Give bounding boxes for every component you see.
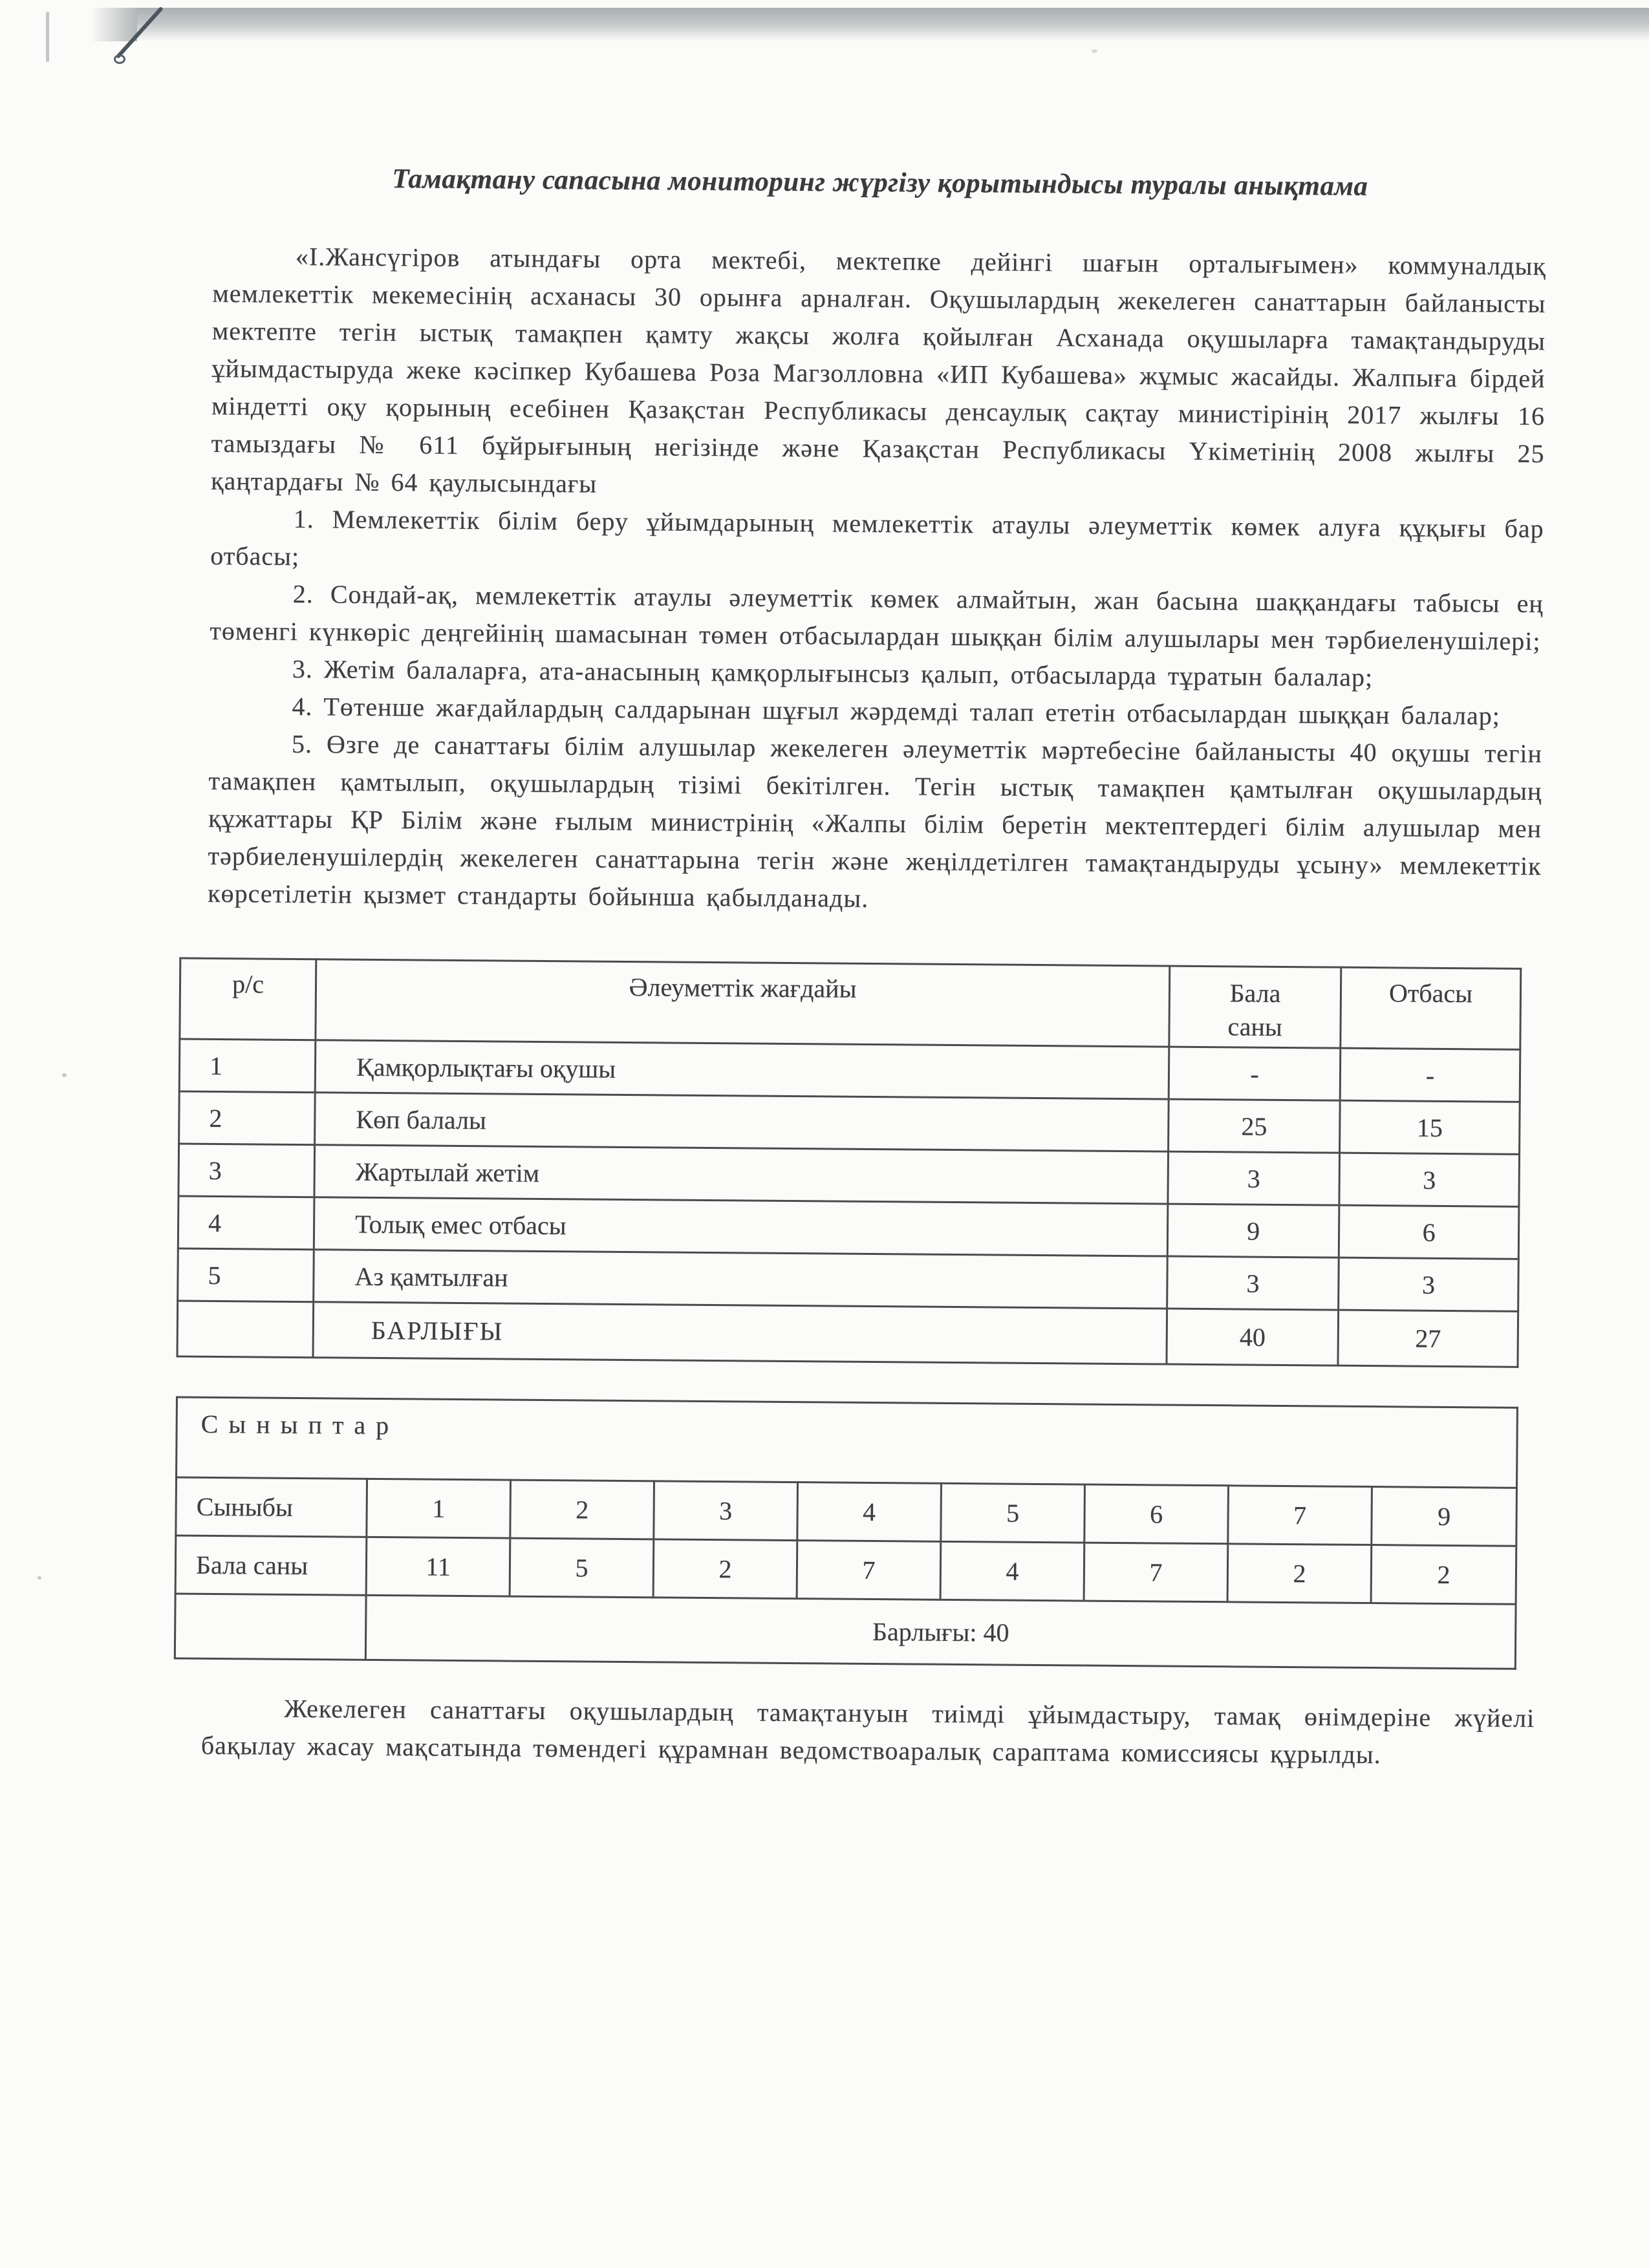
header-cell-category: Әлеуметтік жағдайы (316, 959, 1170, 1047)
intro-paragraph: «І.Жансүгіров атындағы орта мектебі, мектепке дейінгі шағын орталығымен» коммуналдық мемлекеттік мекемесінің асханасы 30 орынға арналған. Оқушылардың жекелеген санаттарын байланысты мектепте тегін ыстық тамақпен қамту жақсы жолға қойылған Асханада оқушыларға тамақтандыруды ұйымдастыруда жеке кәсіпкер Кубашева Роза Магзолловна «ИП Кубашева» жұмыс жасайды. Жалпыға бірдей міндетті оқу қорының есебінен Қазақстан Республикасы денсаулық сақтау министірінің 2017 жылғы 16 тамыздағы № 611 бұйрығының негізінде және Қазақстан Республикасы Үкіметінің 2008 жылғы 25 қаңтардағы № 64 қаулысындағы (210, 241, 1547, 498)
pen-mark-hook (114, 54, 125, 64)
scan-artifact-band-fade (91, 8, 137, 41)
table-header-row (180, 958, 1521, 1049)
row-category-cell: Көп балалы (315, 1093, 1169, 1151)
count-cell: 2 (1227, 1544, 1372, 1603)
row-category-cell: Аз қамтылған (314, 1250, 1168, 1309)
row-category-cell: Жартылай жетім (314, 1145, 1169, 1204)
row-families-cell: 15 (1340, 1100, 1520, 1154)
list-item-3: 3. Жетім балаларға, ата-анасының қамқорлығынсыз қалып, отбасыларда тұратын балалар; (292, 654, 1374, 692)
class-row-label: Сыныбы (176, 1477, 367, 1537)
social-status-table (177, 957, 1522, 1368)
header-cell-number: р/с (180, 958, 316, 1040)
row-category-cell: Қамқорлықтағы оқушы (315, 1040, 1169, 1099)
count-cell: 2 (1371, 1545, 1516, 1605)
count-cell: 7 (797, 1541, 941, 1600)
header-cell-children: Бала саны (1169, 966, 1341, 1048)
table-total-row (177, 1301, 1518, 1367)
scan-speck (1092, 49, 1097, 53)
scan-artifact-top-band (137, 8, 1649, 41)
row-number-cell: 1 (179, 1039, 316, 1093)
total-families-cell: 27 (1338, 1310, 1518, 1367)
row-children-cell: 3 (1168, 1151, 1340, 1205)
scan-speck (62, 1073, 67, 1077)
classes-table-title-row (177, 1397, 1518, 1488)
list-item-4: 4. Төтенше жағдайлардың салдарынан шұғыл жәрдемді талап ететін отбасылардан шыққан балалар; (292, 691, 1501, 731)
header-cell-families: Отбасы (1341, 967, 1521, 1049)
row-category-cell: Толық емес отбасы (314, 1197, 1168, 1256)
row-families-cell: 3 (1339, 1257, 1519, 1311)
closing-paragraph: Жекелеген санаттағы оқушылардың тамақтануын тиімді ұйымдастыру, тамақ өнімдеріне жүйелі бақылау жасау мақсатында төмендегі құрамнан ведомствоаралық сараптама комиссиясы құрылды. (200, 1693, 1535, 1770)
row-children-cell: 25 (1169, 1099, 1341, 1153)
classes-total-row (175, 1594, 1516, 1669)
row-number-cell: 5 (178, 1248, 314, 1302)
count-cell: 4 (940, 1541, 1084, 1601)
row-children-cell: 3 (1167, 1256, 1339, 1310)
class-cell: 5 (941, 1483, 1085, 1543)
class-cell: 6 (1084, 1484, 1229, 1544)
row-number-cell (177, 1301, 314, 1358)
class-cell: 9 (1372, 1487, 1517, 1546)
scan-artifact-edge-line (46, 12, 49, 62)
classes-table-title: С ы н ы п т а р (177, 1397, 1518, 1488)
row-children-cell: 9 (1167, 1204, 1339, 1257)
classes-table (174, 1396, 1518, 1670)
row-families-cell: 6 (1339, 1205, 1519, 1259)
count-cell: 2 (653, 1539, 797, 1599)
document-content (195, 162, 1547, 1775)
class-cell: 7 (1228, 1486, 1372, 1545)
count-cell: 7 (1084, 1543, 1228, 1602)
list-item-1: 1. Мемлекеттік білім беру ұйымдарының мемлекеттік атаулы әлеуметтік көмек алуға құқығы бар отбасы; (210, 504, 1544, 571)
row-number-cell: 2 (179, 1091, 316, 1145)
count-cell: 11 (366, 1537, 510, 1596)
class-cell: 1 (367, 1479, 511, 1538)
list-item-2: 2. Сондай-ақ, мемлекеттік атаулы әлеуметтік көмек алмайтын, жан басына шаққандағы табысы ең төменгі күнкөріс деңгейінің шамасынан төмен отбасылардан шыққан білім алушылары мен тәрбиеленушілері; (210, 579, 1544, 656)
list-item-5: 5. Өзге де санаттағы білім алушылар жекелеген әлеуметтік мәртебесіне байланысты 40 оқушы тегін тамақпен қамтылып, оқушылардың тізімі бекітілген. Тегін ыстық тамақпен қамтылған оқушылардың құжаттары ҚР Білім және ғылым министрінің «Жалпы білім беретін мектептердегі білім алушылар мен тәрбиеленушілердің жекелеген санаттарына тегін және жеңілдетілген тамақтандыруды ұсыну» мемлекеттік көрсетілетін қызмет стандарты бойынша қабылданады. (207, 729, 1543, 913)
total-children-cell: 40 (1167, 1309, 1339, 1365)
row-families-cell: 3 (1339, 1153, 1520, 1206)
document-title: Тамақтану сапасына мониторинг жүргізу қорытындысы туралы анықтама (392, 164, 1368, 202)
count-cell: 5 (510, 1538, 654, 1598)
class-cell: 2 (510, 1480, 654, 1539)
class-numbers-row (176, 1477, 1517, 1546)
class-cell: 3 (654, 1481, 798, 1541)
classes-total-cell: Барлығы: 40 (365, 1595, 1516, 1669)
row-families-cell: - (1340, 1048, 1520, 1102)
row-children-cell: - (1169, 1047, 1341, 1100)
count-row-label: Бала саны (175, 1535, 367, 1595)
class-cell: 4 (797, 1482, 942, 1542)
child-counts-row (175, 1535, 1516, 1604)
row-number-cell: 3 (178, 1144, 315, 1197)
scan-speck (38, 1576, 41, 1579)
total-label-cell: БАРЛЫҒЫ (313, 1302, 1167, 1364)
row-number-cell: 4 (178, 1196, 314, 1250)
empty-cell (175, 1594, 366, 1660)
